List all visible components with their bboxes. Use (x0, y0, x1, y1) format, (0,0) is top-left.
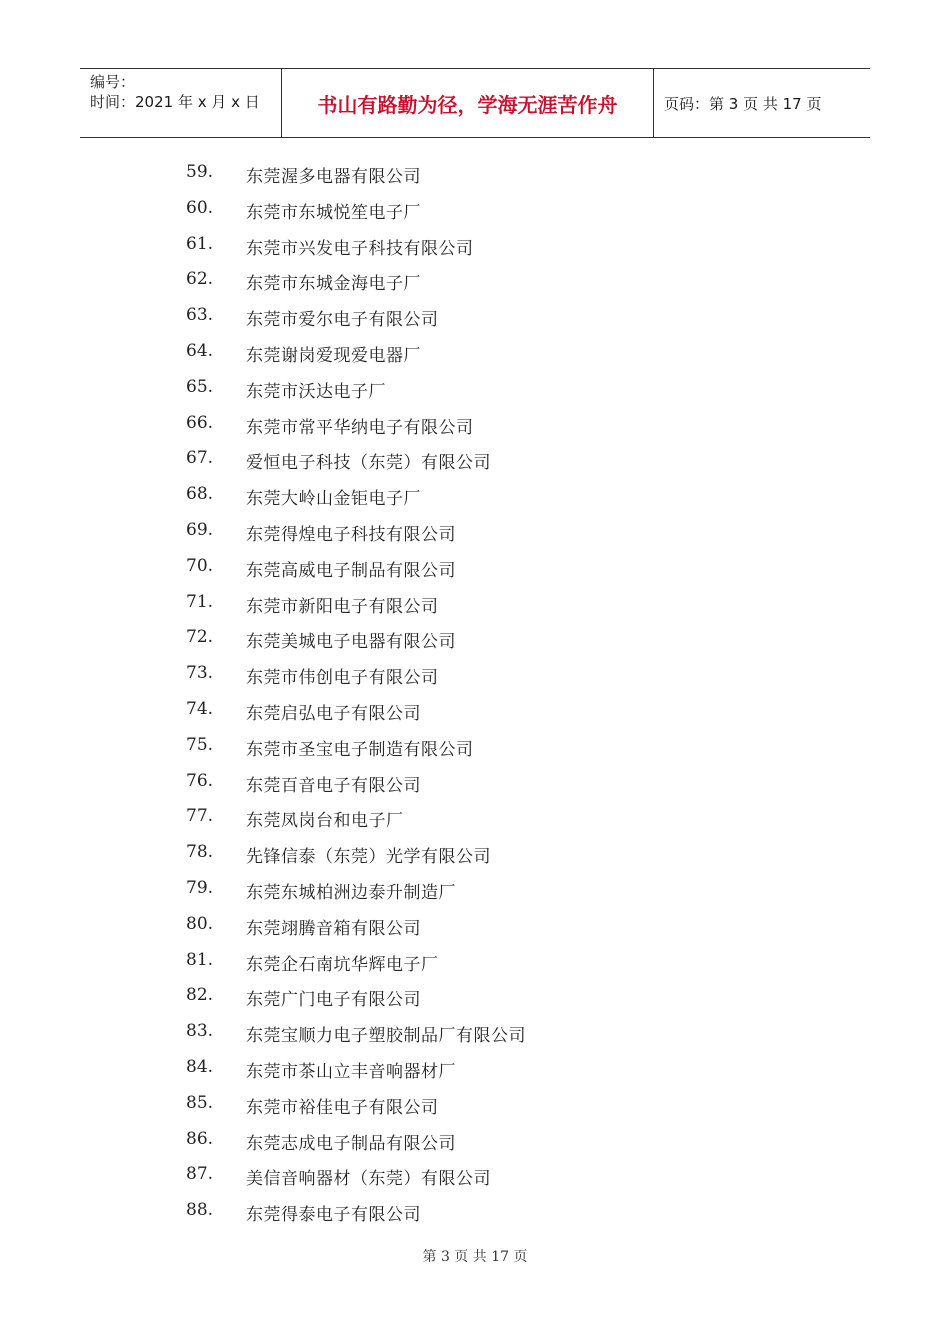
list-item (0, 190, 950, 226)
item-number: 77. (186, 806, 214, 827)
company-name: 东莞宝顺力电子塑胶制品厂有限公司 (246, 1026, 526, 1047)
company-name: 东莞市新阳电子有限公司 (246, 596, 439, 617)
list-item (0, 1192, 950, 1228)
header-motto: 书山有路勤为径，学海无涯苦作舟 (282, 69, 654, 137)
list-item (0, 834, 950, 870)
item-number: 75. (186, 734, 214, 755)
item-number: 88. (186, 1200, 214, 1221)
company-list (0, 154, 950, 1228)
company-name: 东莞广门电子有限公司 (246, 990, 421, 1011)
company-name: 东莞启弘电子有限公司 (246, 703, 421, 724)
list-item (0, 619, 950, 655)
company-name: 东莞市兴发电子科技有限公司 (246, 238, 474, 259)
company-name: 东莞大岭山金钜电子厂 (246, 489, 421, 510)
item-number: 63. (186, 305, 214, 326)
time-label: 时间：2021 年 x 月 x 日 (90, 93, 260, 111)
header-meta (80, 69, 282, 137)
item-number: 78. (186, 842, 214, 863)
company-name: 东莞百音电子有限公司 (246, 775, 421, 796)
company-name: 东莞市东城悦笙电子厂 (246, 202, 421, 223)
item-number: 64. (186, 340, 214, 361)
company-name: 东莞得煌电子科技有限公司 (246, 524, 456, 545)
list-item (0, 798, 950, 834)
list-item (0, 297, 950, 333)
item-number: 69. (186, 519, 214, 540)
list-item (0, 1156, 950, 1192)
company-name: 美信音响器材（东莞）有限公司 (246, 1169, 491, 1190)
list-item (0, 512, 950, 548)
list-item (0, 369, 950, 405)
list-item (0, 870, 950, 906)
list-item (0, 727, 950, 763)
list-item (0, 691, 950, 727)
item-number: 79. (186, 877, 214, 898)
list-item (0, 548, 950, 584)
item-number: 76. (186, 770, 214, 791)
company-name: 东莞市圣宝电子制造有限公司 (246, 739, 474, 760)
company-name: 东莞企石南坑华辉电子厂 (246, 954, 439, 975)
item-number: 59. (186, 162, 214, 182)
company-name: 东莞谢岗爱现爱电器厂 (246, 345, 421, 366)
item-number: 61. (186, 233, 214, 254)
item-number: 74. (186, 698, 214, 719)
list-item (0, 1085, 950, 1121)
company-name: 爱恒电子科技（东莞）有限公司 (246, 453, 491, 474)
company-name: 东莞市茶山立丰音响器材厂 (246, 1061, 456, 1082)
list-item (0, 942, 950, 978)
company-name: 东莞志成电子制品有限公司 (246, 1133, 456, 1154)
list-item (0, 977, 950, 1013)
item-number: 67. (186, 448, 214, 469)
company-name: 东莞市爱尔电子有限公司 (246, 310, 439, 331)
list-item (0, 154, 950, 190)
list-item (0, 1121, 950, 1157)
list-item (0, 440, 950, 476)
company-name: 东莞市常平华纳电子有限公司 (246, 417, 474, 438)
company-name: 东莞市沃达电子厂 (246, 381, 386, 402)
item-number: 83. (186, 1021, 214, 1042)
page-footer: 第 3 页 共 17 页 (422, 1249, 528, 1265)
item-number: 86. (186, 1128, 214, 1149)
list-item (0, 405, 950, 441)
item-number: 68. (186, 484, 214, 505)
list-item (0, 906, 950, 942)
item-number: 70. (186, 555, 214, 576)
list-item (0, 226, 950, 262)
item-number: 65. (186, 376, 214, 397)
number-label: 编号： (90, 73, 136, 91)
item-number: 73. (186, 663, 214, 684)
item-number: 82. (186, 985, 214, 1006)
company-name: 东莞美城电子电器有限公司 (246, 632, 456, 653)
company-name: 东莞市裕佳电子有限公司 (246, 1097, 439, 1118)
company-name: 东莞渥多电器有限公司 (246, 167, 421, 187)
item-number: 87. (186, 1164, 214, 1185)
company-name: 东莞市伟创电子有限公司 (246, 668, 439, 689)
company-name: 东莞翊腾音箱有限公司 (246, 918, 421, 939)
item-number: 62. (186, 269, 214, 290)
list-item (0, 584, 950, 620)
list-item (0, 1013, 950, 1049)
item-number: 72. (186, 627, 214, 648)
item-number: 66. (186, 412, 214, 433)
list-item (0, 261, 950, 297)
header-page-info: 页码：第 3 页 共 17 页 (664, 94, 822, 113)
company-name: 东莞得泰电子有限公司 (246, 1205, 421, 1226)
item-number: 60. (186, 197, 214, 218)
item-number: 71. (186, 591, 214, 612)
list-item (0, 333, 950, 369)
list-item (0, 655, 950, 691)
item-number: 81. (186, 949, 214, 970)
company-name: 东莞高威电子制品有限公司 (246, 560, 456, 581)
company-name: 东莞市东城金海电子厂 (246, 274, 421, 295)
item-number: 84. (186, 1056, 214, 1077)
list-item (0, 763, 950, 799)
list-item (0, 1049, 950, 1085)
company-name: 先锋信泰（东莞）光学有限公司 (246, 847, 491, 868)
company-name: 东莞凤岗台和电子厂 (246, 811, 404, 832)
item-number: 80. (186, 913, 214, 934)
list-item (0, 476, 950, 512)
item-number: 85. (186, 1092, 214, 1113)
page-header (80, 68, 870, 138)
company-name: 东莞东城柏洲边泰升制造厂 (246, 882, 456, 903)
